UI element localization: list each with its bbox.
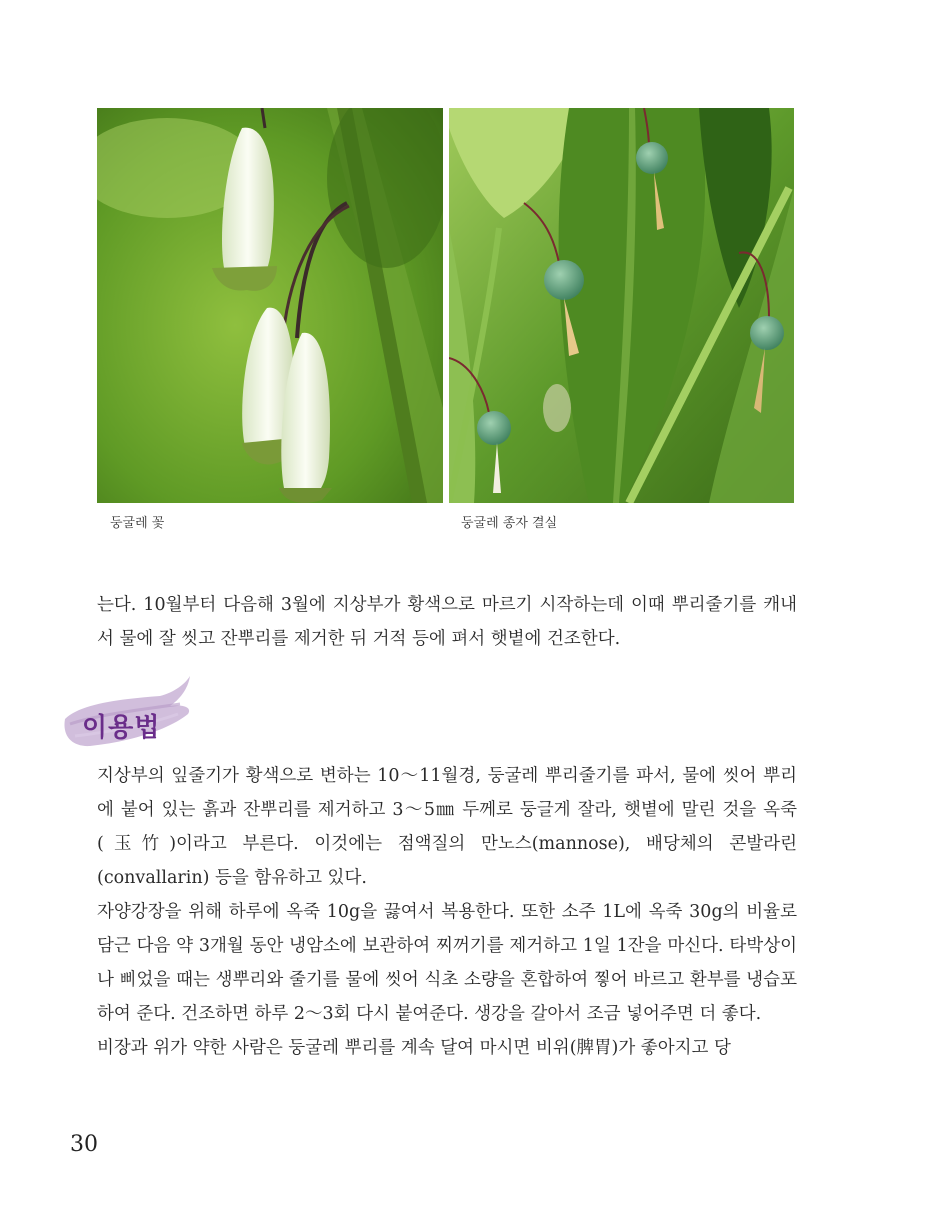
paragraph: 비장과 위가 약한 사람은 둥굴레 뿌리를 계속 달여 마시면 비위(脾胃)가 좋아지고 당 xyxy=(97,1038,731,1058)
paragraph: 지상부의 잎줄기가 황색으로 변하는 10～11월경, 둥굴레 뿌리줄기를 파서, 물에 씻어 뿌리에 붙어 있는 흙과 잔뿌리를 제거하고 3～5㎜ 두께로 둥글게 잘라, 햇볕에 말린 것을 옥죽(玉竹)이라고 부른다. 이것에는 점액질의 만노스(mannose), 배당체의 콘발라린(convallarin) 등을 함유하고 있다. xyxy=(97,766,797,888)
section-body xyxy=(97,759,797,1065)
intro-paragraph xyxy=(97,588,797,656)
paragraph: 자양강장을 위해 하루에 옥죽 10g을 끓여서 복용한다. 또한 소주 1L에 옥죽 30g의 비율로 담근 다음 약 3개월 동안 냉암소에 보관하여 찌꺼기를 제거하고 1일 1잔을 마신다. 타박상이나 삐었을 때는 생뿌리와 줄기를 물에 씻어 식초 소량을 혼합하여 찧어 바르고 환부를 냉습포하여 준다. 건조하면 하루 2～3회 다시 붙여준다. 생강을 갈아서 조금 넣어주면 더 좋다. xyxy=(97,902,797,1024)
page-number: 30 xyxy=(70,1132,98,1157)
photo-flower xyxy=(97,108,443,503)
paragraph: 는다. 10월부터 다음해 3월에 지상부가 황색으로 마르기 시작하는데 이때 뿌리줄기를 캐내서 물에 잘 씻고 잔뿌리를 제거한 뒤 거적 등에 펴서 햇볕에 건조한다. xyxy=(97,595,797,649)
photo-caption: 둥굴레 종자 결실 xyxy=(461,516,558,531)
section-heading xyxy=(60,674,200,754)
section-title: 이용법 xyxy=(82,713,161,743)
photo-caption: 둥굴레 꽃 xyxy=(110,516,165,531)
photo-seed xyxy=(449,108,794,503)
